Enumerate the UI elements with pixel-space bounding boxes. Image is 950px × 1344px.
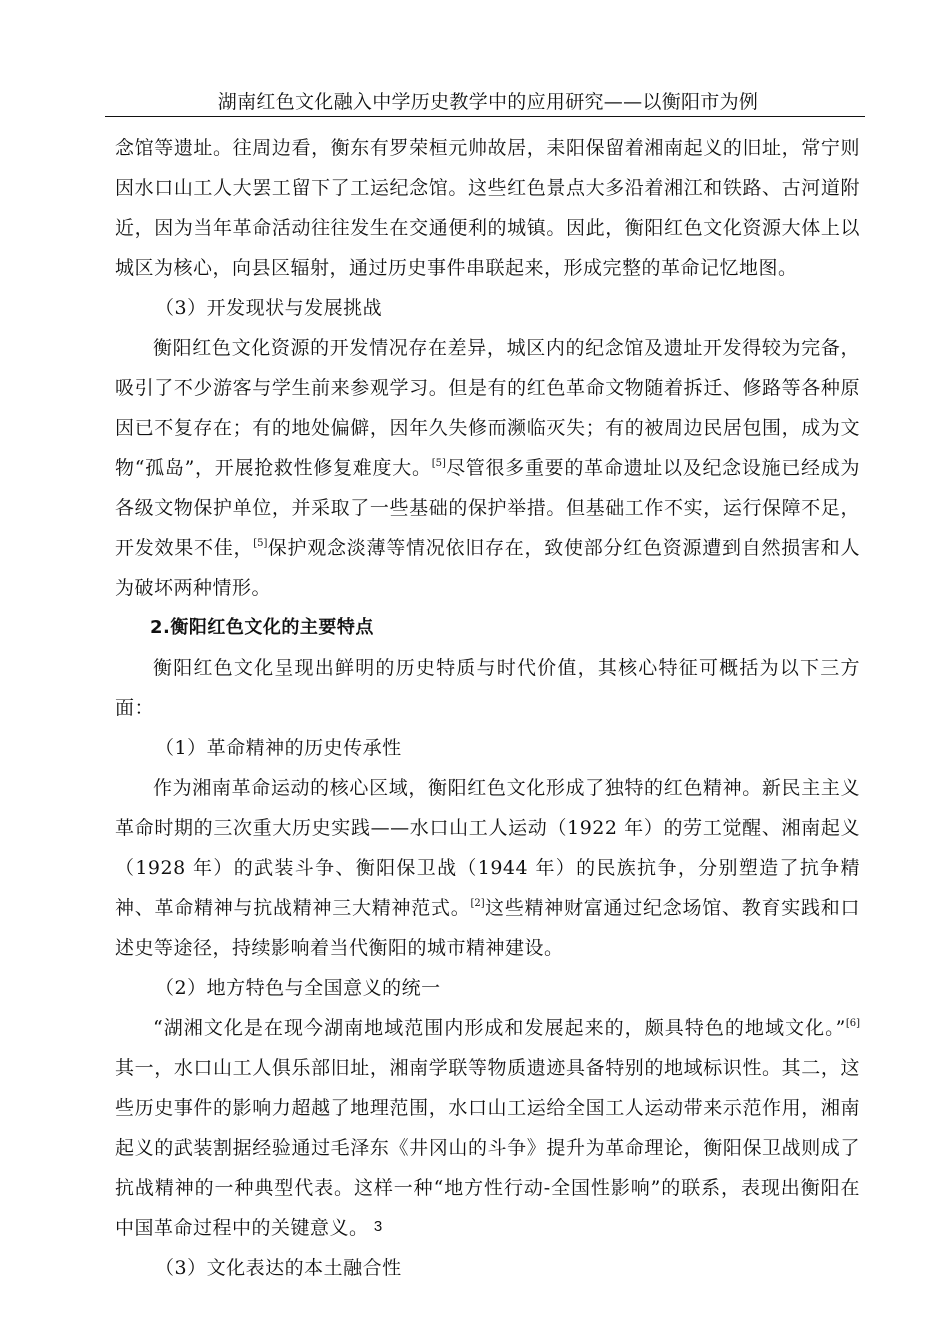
paragraph-revolutionary-spirit [115, 768, 860, 968]
section-heading-features: 2.衡阳红色文化的主要特点 [150, 617, 374, 638]
subheading-development-status: （3）开发现状与发展挑战 [155, 297, 383, 319]
citation-marker: [5] [431, 458, 446, 469]
paragraph-features-intro: 衡阳红色文化呈现出鲜明的历史特质与时代价值，其核心特征可概括为以下三方面： [115, 657, 860, 719]
citation-marker: [5] [253, 538, 268, 549]
paragraph-text: 作为湘南革命运动的核心区域，衡阳红色文化形成了独特的红色精神。新民主主义革命时期的三次重大历史实践——水口山工人运动（1922 年）的劳工觉醒、湘南起义（1928 年）的武装斗争、衡阳保卫战（1944 年）的民族抗争，分别塑造了抗争精神、革命精神与抗战精神三大精神范式。 [115, 777, 860, 919]
paragraph-development [115, 328, 860, 608]
paragraph-local-national [115, 1008, 860, 1248]
paragraph-text: “湖湘文化是在现今湖南地域范围内形成和发展起来的，颇具特色的地域文化。” [153, 1017, 846, 1039]
paragraph-text: 衡阳红色文化资源的开发情况存在差异，城区内的纪念馆及遗址开发得较为完备，吸引了不少游客与学生前来参观学习。但是有的红色革命文物随着拆迁、修路等各种原因已不复存在；有的地处偏僻，因年久失修而濒临灭失；有的被周边民居包围，成为文物“孤岛”，开展抢救性修复难度大。 [115, 337, 860, 479]
paragraph-text: 保护观念淡薄等情况依旧存在，致使部分红色资源遭到自然损害和人为破坏两种情形。 [115, 537, 860, 599]
running-header-title: 湖南红色文化融入中学历史教学中的应用研究——以衡阳市为例 [217, 91, 759, 113]
header-rule [105, 116, 865, 117]
subheading-local-national: （2）地方特色与全国意义的统一 [155, 977, 441, 999]
document-body [115, 128, 860, 1288]
citation-marker: [2] [470, 898, 485, 909]
paragraph-continuation: 念馆等遗址。往周边看，衡东有罗荣桓元帅故居，耒阳保留着湘南起义的旧址，常宁则因水口山工人大罢工留下了工运纪念馆。这些红色景点大多沿着湘江和铁路、古河道附近，因为当年革命活动往往发生在交通便利的城镇。因此，衡阳红色文化资源大体上以城区为核心，向县区辐射，通过历史事件串联起来，形成完整的革命记忆地图。 [115, 137, 860, 279]
paragraph-text: 这些精神财富通过纪念场馆、教育实践和口述史等途径，持续影响着当代衡阳的城市精神建设。 [115, 897, 860, 959]
subheading-revolutionary-spirit: （1）革命精神的历史传承性 [155, 737, 402, 759]
paragraph-text: 其一，水口山工人俱乐部旧址，湘南学联等物质遗迹具备特别的地域标识性。其二，这些历史事件的影响力超越了地理范围，水口山工运给全国工人运动带来示范作用，湘南起义的武装割据经验通过毛泽东《井冈山的斗争》提升为革命理论，衡阳保卫战则成了抗战精神的一种典型代表。这样一种“地方性行动-全国性影响”的联系，表现出衡阳在中国革命过程中的关键意义。 [115, 1057, 860, 1239]
page-number: 3 [373, 1218, 383, 1235]
citation-marker: [6] [845, 1018, 860, 1029]
subheading-cultural-expression: （3）文化表达的本土融合性 [155, 1257, 402, 1279]
paragraph-text: 尽管很多重要的革命遗址以及纪念设施已经成为各级文物保护单位，并采取了一些基础的保护举措。但基础工作不实，运行保障不足，开发效果不佳， [115, 457, 860, 559]
